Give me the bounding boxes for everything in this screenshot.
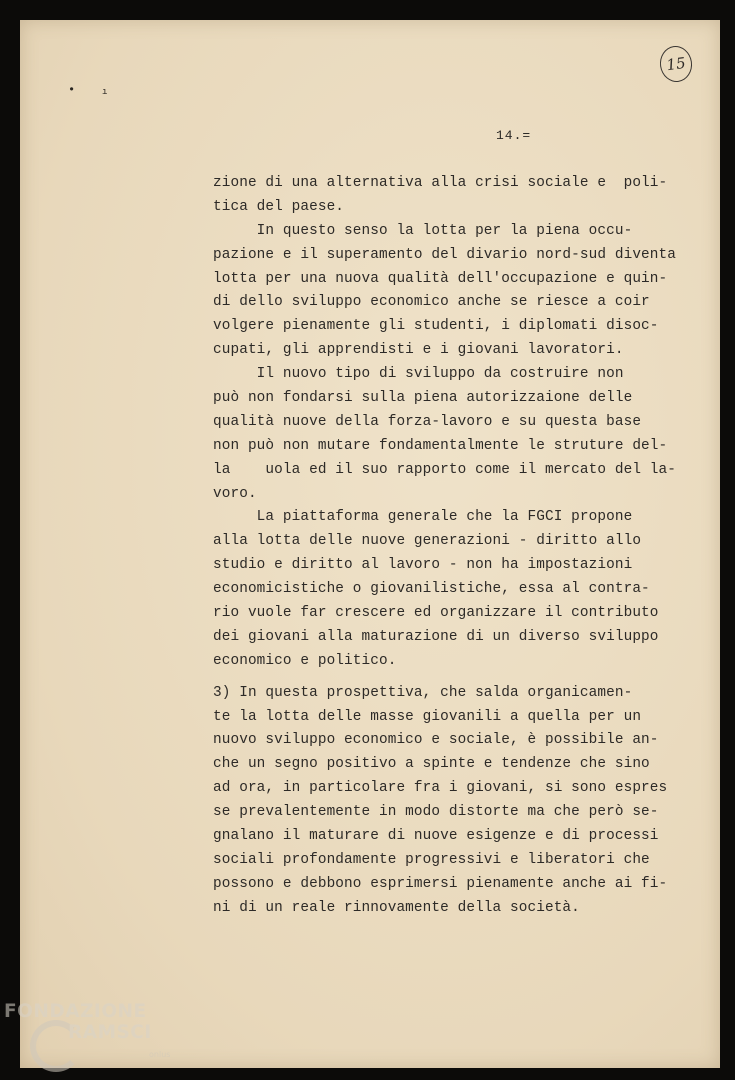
- text-line: possono e debbono esprimersi pienamente anche ai fi-: [213, 875, 668, 892]
- text-line: rio vuole far crescere ed organizzare il contributo: [213, 605, 659, 622]
- paper-speck: ı: [102, 87, 108, 97]
- text-line: può non fondarsi sulla piena autorizzaione delle: [213, 390, 633, 407]
- text-line: studio e diritto al lavoro - non ha impostazioni: [213, 557, 633, 574]
- text-line: Il nuovo tipo di sviluppo da costruire non: [213, 366, 624, 383]
- typed-text-body: [213, 172, 676, 921]
- text-line: voro.: [213, 485, 257, 502]
- archive-page-mark: [658, 44, 695, 84]
- text-line: cupati, gli apprendisti e i giovani lavoratori.: [213, 342, 624, 359]
- text-line: sociali profondamente progressivi e liberatori che: [213, 851, 650, 868]
- archive-mark-number: 15: [665, 53, 687, 75]
- watermark-line2: RAMSCI: [68, 1022, 152, 1043]
- text-line: La piattaforma generale che la FGCI propone: [213, 509, 633, 526]
- text-line: pazione e il superamento del divario nord-sud diventa: [213, 246, 676, 263]
- text-line: 3) In questa prospettiva, che salda organicamen-: [213, 684, 633, 701]
- text-line: In questo senso la lotta per la piena occu-: [213, 222, 633, 239]
- text-line: nuovo sviluppo economico e sociale, è possibile an-: [213, 732, 659, 749]
- text-line: di dello sviluppo economico anche se riesce a coir: [213, 294, 650, 311]
- text-line: qualità nuove della forza-lavoro e su questa base: [213, 413, 642, 430]
- text-line: ni di un reale rinnovamente della società.: [213, 899, 580, 916]
- text-line: volgere pienamente gli studenti, i diplomati disoc-: [213, 318, 659, 335]
- text-line: lotta per una nuova qualità dell'occupazione e quin-: [213, 270, 668, 287]
- fondazione-gramsci-watermark: [4, 1000, 204, 1080]
- text-line: se prevalentemente in modo distorte ma che però se-: [213, 804, 659, 821]
- text-line: zione di una alternativa alla crisi sociale e poli-: [213, 175, 668, 191]
- text-line: gnalano il maturare di nuove esigenze e di processi: [213, 828, 659, 845]
- text-line: non può non mutare fondamentalmente le struture del-: [213, 437, 668, 454]
- text-line: che un segno positivo a spinte e tendenze che sino: [213, 756, 650, 773]
- page-number: 14.=: [496, 128, 532, 143]
- text-line: dei giovani alla maturazione di un diverso sviluppo: [213, 628, 659, 645]
- text-line: economico e politico.: [213, 652, 397, 669]
- paper-speck: •: [68, 83, 76, 97]
- text-line: la uola ed il suo rapporto come il mercato del la-: [213, 461, 676, 478]
- text-line: te la lotta delle masse giovanili a quella per un: [213, 708, 642, 725]
- text-line: tica del paese.: [213, 198, 345, 215]
- watermark-suffix: onlus: [149, 1050, 171, 1059]
- text-line: alla lotta delle nuove generazioni - diritto allo: [213, 533, 642, 550]
- text-line: ad ora, in particolare fra i giovani, si sono espres: [213, 780, 668, 797]
- text-line: economicistiche o giovanilistiche, essa al contra-: [213, 581, 650, 598]
- document-page: [20, 20, 720, 1068]
- watermark-line1: FONDAZIONE: [4, 1001, 147, 1022]
